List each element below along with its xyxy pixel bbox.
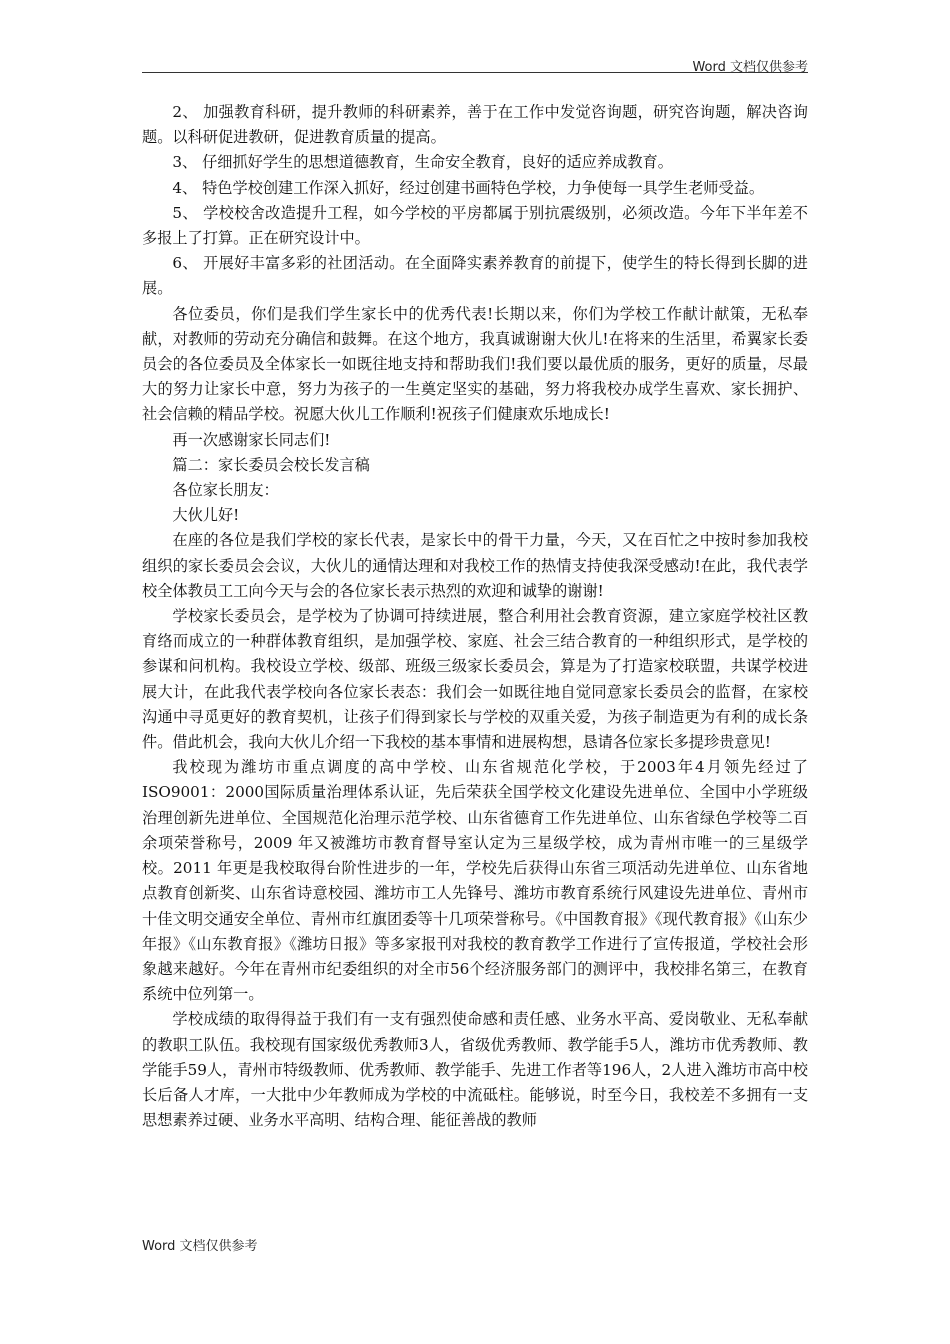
header-note: Word 文档仅供参考	[692, 60, 808, 75]
paragraph: 4、 特色学校创建工作深入抓好，经过创建书画特色学校，力争使每一具学生老师受益。	[172, 178, 765, 197]
section-title: 篇二：家长委员会校长发言稿	[172, 455, 370, 474]
paragraph: 学校家长委员会，是学校为了协调可持续进展，整合利用社会教育资源，建立家庭学校社区教育络而成立的一种群体教育组织，是加强学校、家庭、社会三结合教育的一种组织形式，是学校的参谋和问机构。我校设立学校、级部、班级三级家长委员会，算是为了打造家校联盟，共谋学校进展大计，在此我代表学校向各位家长表态：我们会一如既往地自觉同意家长委员会的监督，在家校沟通中寻觅更好的教育契机，让孩子们得到家长与学校的双重关爱，为孩子制造更为有利的成长条件。借此机会，我向大伙儿介绍一下我校的基本事情和进展构想，恳请各位家长多提珍贵意见!	[142, 607, 808, 752]
paragraph: 我校现为潍坊市重点调度的高中学校、山东省规范化学校，于2003年4月领先经过了 ISO9001：2000国际质量治理体系认证，先后荣获全国学校文化建设先进单位、全国中小学班级治理创新先进单位、全国规范化治理示范学校、山东省德育工作先进单位、山东省绿色学校等二百余项荣誉称号，2009 年又被潍坊市教育督导室认定为三星级学校，成为青州市唯一的三星级学校。2011 年更是我校取得台阶性进步的一年，学校先后获得山东省三项活动先进单位、山东省地点教育创新奖、山东省诗意校园、潍坊市工人先锋号、潍坊市教育系统行风建设先进单位、青州市十佳文明交通安全单位、青州市红旗团委等十几项荣誉称号。《中国教育报》《现代教育报》《山东少年报》《山东教育报》《潍坊日报》等多家报刊对我校的教育教学工作进行了宣传报道，学校社会形象越来越好。今年在青州市纪委组织的对全市56个经济服务部门的测评中，我校排名第三，在教育系统中位列第一。	[142, 758, 808, 1004]
document-body	[142, 100, 808, 1133]
salutation: 各位家长朋友：	[172, 481, 279, 500]
greeting: 大伙儿好!	[172, 506, 240, 525]
paragraph: 学校成绩的取得得益于我们有一支有强烈使命感和责任感、业务水平高、爱岗敬业、无私奉献的教职工队伍。我校现有国家级优秀教师3人，省级优秀教师、教学能手5人，潍坊市优秀教师、教学能手59人，青州市特级教师、优秀教师、教学能手、先进工作者等196人，2人进入潍坊市高中校长后备人才库，一大批中少年教师成为学校的中流砥柱。能够说，时至今日，我校差不多拥有一支思想素养过硬、业务水平高明、结构合理、能征善战的教师	[142, 1010, 808, 1130]
paragraph: 2、 加强教育科研，提升教师的科研素养，善于在工作中发觉咨询题，研究咨询题，解决咨询题。以科研促进教研，促进教育质量的提高。	[142, 103, 808, 147]
paragraph: 在座的各位是我们学校的家长代表，是家长中的骨干力量，今天，又在百忙之中按时参加我校组织的家长委员会会议，大伙儿的通情达理和对我校工作的热情支持使我深受感动!在此，我代表学校全体教员工工向今天与会的各位家长表示热烈的欢迎和诚挚的谢谢!	[142, 531, 808, 600]
paragraph: 5、 学校校舍改造提升工程，如今学校的平房都属于别抗震级别，必须改造。今年下半年差不多报上了打算。正在研究设计中。	[142, 203, 808, 248]
paragraph: 各位委员，你们是我们学生家长中的优秀代表!长期以来，你们为学校工作献计献策，无私奉献，对教师的劳动充分确信和鼓舞。在这个地方，我真诚谢谢大伙儿!在将来的生活里，希翼家长委员会的各位委员及全体家长一如既往地支持和帮助我们!我们要以最优质的服务，更好的质量，尽最大的努力让家长中意，努力为孩子的一生奠定坚实的基础，努力将我校办成学生喜欢、家长拥护、社会信赖的精品学校。祝愿大伙儿工作顺利!祝孩子们健康欢乐地成长!	[142, 304, 808, 424]
paragraph: 6、 开展好丰富多彩的社团活动。在全面降实素养教育的前提下，使学生的特长得到长脚的进展。	[142, 254, 808, 298]
header-divider	[142, 72, 808, 73]
footer-note: Word 文档仅供参考	[142, 1239, 258, 1254]
paragraph: 再一次感谢家长同志们!	[172, 430, 331, 449]
paragraph: 3、 仔细抓好学生的思想道德教育，生命安全教育，良好的适应养成教育。	[172, 153, 673, 172]
